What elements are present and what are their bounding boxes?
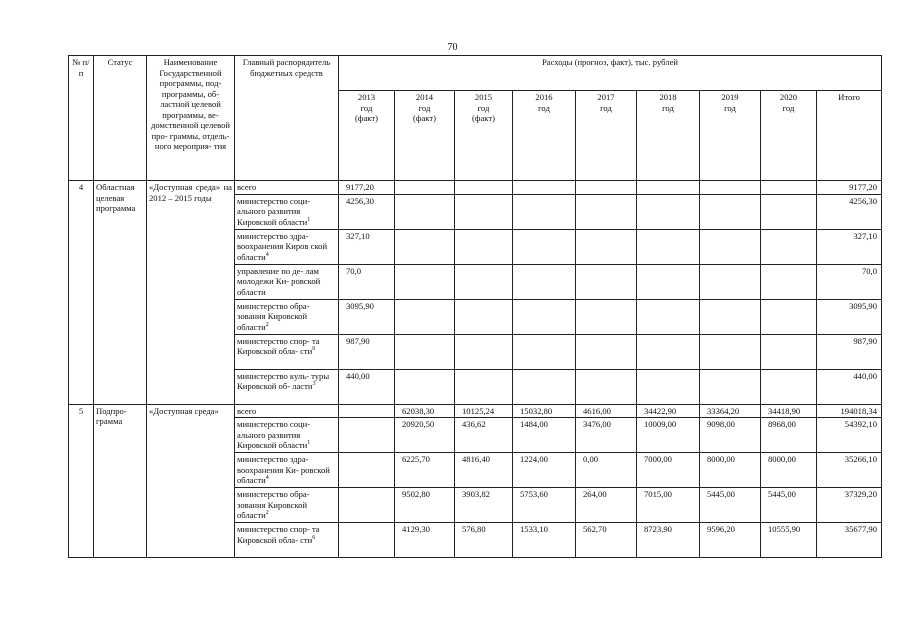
distributor-cell <box>235 334 339 369</box>
value-cell: 7000,00 <box>637 453 700 488</box>
distributor-cell <box>235 523 339 558</box>
value-cell <box>637 299 700 334</box>
value-cell: 440,00 <box>339 369 395 404</box>
value-cell: 34418,90 <box>761 404 817 418</box>
footnote-marker: 6 <box>312 346 316 353</box>
header-total: Итого <box>817 91 882 181</box>
total-cell: 327,10 <box>817 229 882 264</box>
value-cell <box>576 194 637 229</box>
row-program-name: «Доступная среда» на 2012 – 2015 годы <box>147 181 235 405</box>
footnote-marker: 3 <box>312 381 316 388</box>
value-cell <box>513 181 576 195</box>
footnote-marker: 1 <box>307 440 311 447</box>
distributor-name: министерство обра- зования Кировской области <box>237 300 310 332</box>
total-cell: 4256,30 <box>817 194 882 229</box>
row-program-name: «Доступная среда» <box>147 404 235 558</box>
value-cell: 1224,00 <box>513 453 576 488</box>
total-cell: 9177,20 <box>817 181 882 195</box>
value-cell <box>700 181 761 195</box>
value-cell <box>637 334 700 369</box>
value-cell <box>761 264 817 299</box>
row-status: Областная целевая программа <box>94 181 147 405</box>
value-cell <box>395 369 455 404</box>
header-year-line: (факт) <box>472 113 495 124</box>
header-year-line: 2017 <box>597 92 615 103</box>
header-status: Статус <box>94 56 147 181</box>
distributor-name: министерство обра- зования Кировской области <box>237 489 310 520</box>
header-year-line: год <box>662 102 674 113</box>
header-year <box>700 91 761 181</box>
value-cell <box>700 299 761 334</box>
value-cell: 5445,00 <box>761 488 817 523</box>
distributor-cell <box>235 418 339 453</box>
value-cell: 5753,60 <box>513 488 576 523</box>
distributor-cell <box>235 488 339 523</box>
value-cell <box>761 229 817 264</box>
total-cell: 3095,90 <box>817 299 882 334</box>
value-cell <box>513 229 576 264</box>
value-cell: 10555,90 <box>761 523 817 558</box>
value-cell <box>761 181 817 195</box>
header-no: № п/п <box>69 56 94 181</box>
table-row <box>69 404 882 418</box>
value-cell: 70,0 <box>339 264 395 299</box>
total-cell: 37329,20 <box>817 488 882 523</box>
value-cell <box>576 334 637 369</box>
value-cell <box>513 369 576 404</box>
header-year <box>339 91 395 181</box>
row-number: 5 <box>69 404 94 558</box>
value-cell: 562,70 <box>576 523 637 558</box>
value-cell <box>761 194 817 229</box>
value-cell <box>513 194 576 229</box>
value-cell: 3476,00 <box>576 418 637 453</box>
value-cell <box>761 334 817 369</box>
value-cell <box>395 264 455 299</box>
value-cell: 62038,30 <box>395 404 455 418</box>
value-cell <box>339 418 395 453</box>
value-cell: 1533,10 <box>513 523 576 558</box>
header-year-line: год <box>600 102 612 113</box>
value-cell: 4256,30 <box>339 194 395 229</box>
value-cell: 4816,40 <box>455 453 513 488</box>
value-cell <box>637 194 700 229</box>
value-cell <box>455 229 513 264</box>
value-cell: 3095,90 <box>339 299 395 334</box>
value-cell <box>761 369 817 404</box>
distributor-cell <box>235 194 339 229</box>
budget-table <box>68 55 882 558</box>
value-cell: 9502,80 <box>395 488 455 523</box>
header-year-line: год <box>724 102 736 113</box>
header-year-line: год <box>360 102 373 113</box>
distributor-cell <box>235 299 339 334</box>
header-distributor: Главный распорядитель бюджетных средств <box>235 56 339 181</box>
header-year-line: год <box>782 102 795 113</box>
header-year-line: год <box>418 102 431 113</box>
value-cell: 6225,70 <box>395 453 455 488</box>
value-cell <box>455 264 513 299</box>
footnote-marker: 2 <box>265 510 269 517</box>
value-cell: 0,00 <box>576 453 637 488</box>
value-cell: 34422,90 <box>637 404 700 418</box>
value-cell <box>395 334 455 369</box>
value-cell: 9098,00 <box>700 418 761 453</box>
value-cell: 987,90 <box>339 334 395 369</box>
total-cell: 194018,34 <box>817 404 882 418</box>
distributor-name: министерство здра- воохранения Киров ской области <box>237 230 328 262</box>
header-year <box>637 91 700 181</box>
footnote-marker: 4 <box>265 251 269 258</box>
value-cell: 264,00 <box>576 488 637 523</box>
value-cell <box>576 369 637 404</box>
value-cell <box>637 181 700 195</box>
value-cell <box>339 523 395 558</box>
value-cell <box>455 181 513 195</box>
total-cell: 987,90 <box>817 334 882 369</box>
total-cell: 35677,90 <box>817 523 882 558</box>
value-cell <box>513 334 576 369</box>
header-year-line: 2019 <box>721 92 739 103</box>
value-cell: 5445,00 <box>700 488 761 523</box>
header-year-line: (факт) <box>355 113 378 124</box>
value-cell <box>576 299 637 334</box>
distributor-name: министерство соци- ального развития Кировской области <box>237 195 311 227</box>
value-cell <box>576 229 637 264</box>
header-year-line: 2014 <box>415 92 434 103</box>
value-cell <box>637 264 700 299</box>
distributor-name: всего <box>237 405 257 416</box>
header-year-line: 2020 <box>779 92 798 103</box>
row-number: 4 <box>69 181 94 405</box>
header-year-line: 2013 <box>357 92 376 103</box>
value-cell <box>455 299 513 334</box>
value-cell <box>637 229 700 264</box>
header-year <box>395 91 455 181</box>
value-cell <box>339 488 395 523</box>
value-cell <box>637 369 700 404</box>
distributor-name: министерство спор- та Кировской обла- сти <box>237 335 320 356</box>
value-cell: 327,10 <box>339 229 395 264</box>
value-cell: 33364,20 <box>700 404 761 418</box>
value-cell <box>761 299 817 334</box>
value-cell <box>700 334 761 369</box>
value-cell <box>513 264 576 299</box>
total-cell: 70,0 <box>817 264 882 299</box>
value-cell <box>395 229 455 264</box>
value-cell: 8723,90 <box>637 523 700 558</box>
footnote-marker: 4 <box>265 475 269 482</box>
value-cell <box>395 299 455 334</box>
footnote-marker: 2 <box>265 321 269 328</box>
header-year <box>761 91 817 181</box>
distributor-cell <box>235 181 339 195</box>
value-cell: 8000,00 <box>700 453 761 488</box>
table-row <box>69 181 882 195</box>
distributor-name: министерство спор- та Кировской обла- сти <box>237 524 320 545</box>
value-cell <box>455 334 513 369</box>
value-cell: 10009,00 <box>637 418 700 453</box>
header-year <box>576 91 637 181</box>
value-cell <box>576 264 637 299</box>
value-cell: 436,62 <box>455 418 513 453</box>
value-cell: 10125,24 <box>455 404 513 418</box>
header-year <box>455 91 513 181</box>
header-year-line: (факт) <box>413 113 436 124</box>
value-cell: 3903,82 <box>455 488 513 523</box>
page-number: 70 <box>447 42 458 53</box>
header-expenses: Расходы (прогноз, факт), тыс. рублей <box>339 56 882 91</box>
value-cell <box>455 369 513 404</box>
distributor-cell <box>235 453 339 488</box>
total-cell: 440,00 <box>817 369 882 404</box>
value-cell <box>700 194 761 229</box>
header-year-line: 2015 <box>474 92 493 103</box>
header-year-line: год <box>477 102 490 113</box>
value-cell <box>576 181 637 195</box>
value-cell: 576,80 <box>455 523 513 558</box>
value-cell <box>455 194 513 229</box>
distributor-cell <box>235 404 339 418</box>
total-cell: 54392,10 <box>817 418 882 453</box>
value-cell: 15032,80 <box>513 404 576 418</box>
value-cell: 8000,00 <box>761 453 817 488</box>
header-year-line: 2018 <box>659 92 677 103</box>
value-cell <box>513 299 576 334</box>
distributor-name: министерство здра- воохранения Ки- ровской области <box>237 454 330 485</box>
row-status: Подпро- грамма <box>94 404 147 558</box>
total-cell: 35266,10 <box>817 453 882 488</box>
footnote-marker: 6 <box>312 534 316 541</box>
value-cell: 4616,00 <box>576 404 637 418</box>
header-year-line: год <box>538 102 550 113</box>
header-name: Наименование Государственной программы, под- программы, об- ластной целевой программы, ве- домственной целевой про- граммы, отдель- ного мероприя- тия <box>147 56 235 181</box>
distributor-cell <box>235 369 339 404</box>
footnote-marker: 1 <box>307 216 311 223</box>
distributor-name: министерство куль- туры Кировской об- ласти <box>237 370 330 391</box>
value-cell: 9596,20 <box>700 523 761 558</box>
distributor-name: министерство соци- ального развития Кировской области <box>237 419 311 450</box>
header-year <box>513 91 576 181</box>
distributor-name: всего <box>237 182 257 192</box>
value-cell: 1484,00 <box>513 418 576 453</box>
value-cell: 7015,00 <box>637 488 700 523</box>
header-year-line: 2016 <box>535 92 553 103</box>
value-cell: 4129,30 <box>395 523 455 558</box>
value-cell: 9177,20 <box>339 181 395 195</box>
value-cell: 20920,50 <box>395 418 455 453</box>
distributor-cell <box>235 264 339 299</box>
distributor-name: управление по де- лам молодежи Ки- ровской области <box>237 265 321 297</box>
value-cell <box>339 453 395 488</box>
value-cell <box>395 194 455 229</box>
value-cell <box>700 369 761 404</box>
value-cell <box>700 229 761 264</box>
value-cell: 8968,00 <box>761 418 817 453</box>
value-cell <box>700 264 761 299</box>
value-cell <box>339 404 395 418</box>
distributor-cell <box>235 229 339 264</box>
value-cell <box>395 181 455 195</box>
